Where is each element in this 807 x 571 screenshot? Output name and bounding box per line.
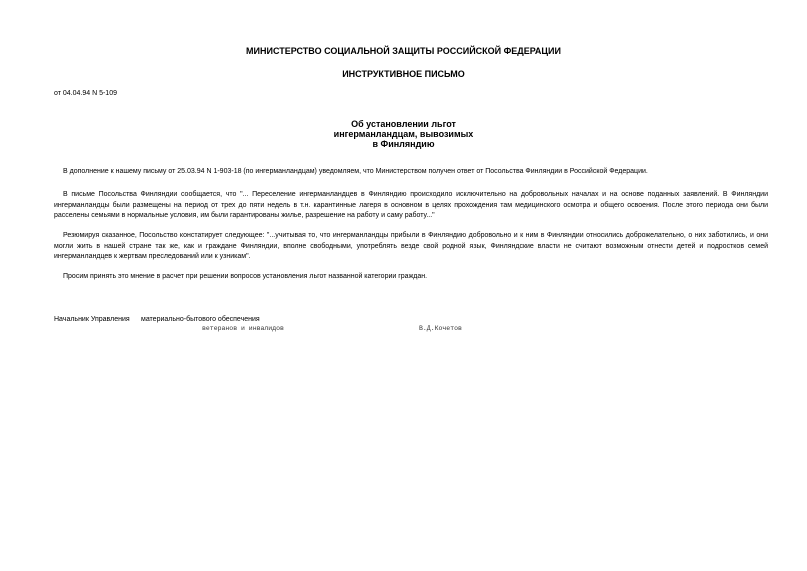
signatory-position: материально-бытового обеспечения <box>141 316 260 323</box>
document-kind-heading: ИНСТРУКТИВНОЕ ПИСЬМО <box>342 69 465 79</box>
body-paragraph: В письме Посольства Финляндии сообщается, что "... Переселение ингерманландцев в Финляндию происходило исключительно на добровольных началах и на основе поданных заявлений. В Финляндии ингерманландцы были размещены на период от трех до пяти недель в т.н. карантинные лагеря в основном в целях прохождения там медицинского осмотра и общего освоения. После этого периода они были расселены семьями в нормальные условия, им были гарантированы жилье, разрешение на работу и саму работу..." <box>54 191 768 219</box>
document-title-line: ингерманландцам, вывозимых <box>333 129 474 139</box>
signatory-position: Начальник Управления <box>54 316 130 323</box>
signatory-position: ветеранов и инвалидов <box>202 325 284 332</box>
document-title-line: в Финляндию <box>372 139 435 149</box>
body-paragraph: Резюмируя сказанное, Посольство констатирует следующее: "...учитывая то, что ингерманландцы прибыли в Финляндию добровольно и к ним в Финляндии относились доброжелательно, о них заботились, и они могли жить в нашей стране так же, как и граждане Финляндии, вполне свободными, употреблять везде свой родной язык, Финляндские власти не считают возможным отнести детей и подростков семей ингерманландцев к жертвам преследований или к узникам". <box>54 232 768 260</box>
document-title-line: Об установлении льгот <box>351 119 456 129</box>
document-title <box>0 119 807 149</box>
ministry-heading: МИНИСТЕРСТВО СОЦИАЛЬНОЙ ЗАЩИТЫ РОССИЙСКОЙ ФЕДЕРАЦИИ <box>246 46 561 56</box>
document-reference: от 04.04.94 N 5-109 <box>54 90 117 97</box>
body-paragraph: В дополнение к нашему письму от 25.03.94 N 1-903-18 (по ингерманландцам) уведомляем, что Министерством получен ответ от Посольства Финляндии в Российской Федерации. <box>63 168 648 175</box>
body-paragraph: Просим принять это мнение в расчет при решении вопросов установления льгот названной категории граждан. <box>63 273 428 280</box>
signatory-name: В.Д.Кочетов <box>419 325 462 332</box>
